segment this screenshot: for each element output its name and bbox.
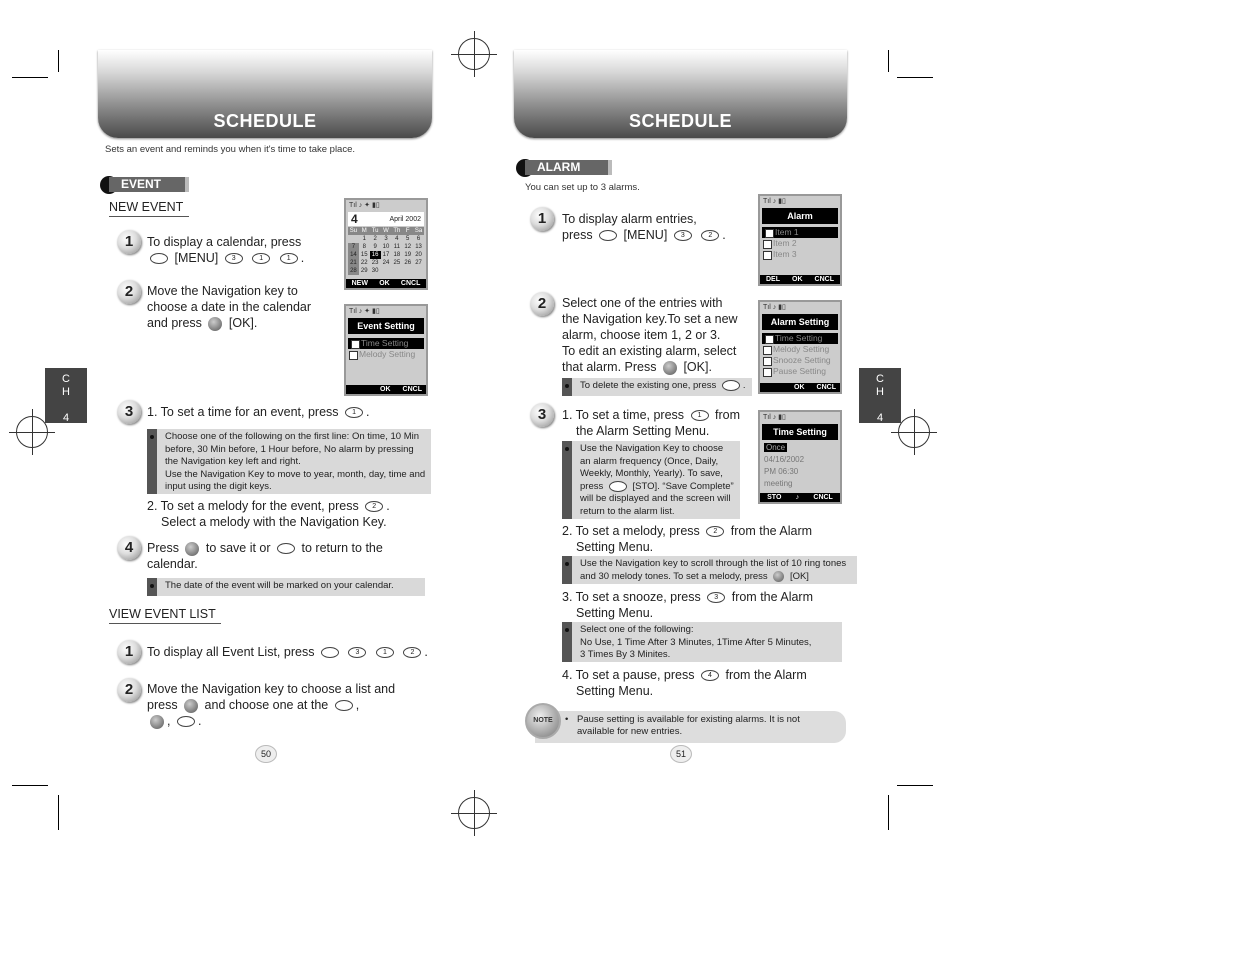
subheader-new-event: NEW EVENT — [109, 200, 189, 217]
calendar-cell: 8 — [362, 244, 366, 250]
registration-mark — [458, 38, 490, 70]
step-2-text: Move the Navigation key to choose a date in the calendar and press [OK]. — [147, 284, 312, 330]
registration-mark — [16, 416, 48, 448]
subheader-view-event-list: VIEW EVENT LIST — [109, 607, 221, 624]
section-alarm: ALARM — [516, 159, 611, 175]
menu-key-icon — [599, 230, 617, 241]
step-number-1: 1 — [117, 230, 141, 254]
registration-mark — [458, 797, 490, 829]
end-key-icon — [277, 543, 295, 554]
page-number: 50 — [255, 745, 277, 763]
step-number-2: 2 — [530, 292, 554, 316]
calendar-cell: 29 — [360, 268, 368, 274]
menu-key-icon — [609, 481, 627, 492]
view-step-2-text: Move the Navigation key to choose a list and press and choose one at the , , . — [147, 682, 396, 728]
note-event-time: Choose one of the following on the first line: On time, 10 Min before, 30 Min before, 1 Hour before, No alarm by pressing the Navigation key left and right. Use the Navigation Key to move to year, month, day, time and input using the digit keys. — [147, 429, 431, 494]
calendar-day-header: Su — [349, 228, 358, 234]
time-setting-screen: Tıl ♪ ▮▯ Time Setting Once 04/16/2002 PM 06:30 meeting STO ♪ CNCL — [758, 410, 842, 504]
alarm-step-2-text: Select one of the entries with the Navigation key.To set a new alarm, choose item 1, 2 or 3. To edit an existing alarm, select that alarm. Press [OK]. — [562, 296, 738, 374]
menu-key-icon — [150, 253, 168, 264]
alarm-intro-text: You can set up to 3 alarms. — [525, 182, 640, 193]
key-1-icon: 1 — [280, 253, 298, 264]
calendar-cell: 11 — [393, 244, 400, 250]
note-snooze: Select one of the following: No Use, 1 Time After 3 Minutes, 1Time After 5 Minutes, 3 Times By 3 Minites. — [562, 622, 842, 662]
calendar-cell: 1 — [362, 236, 366, 242]
ok-key-icon — [150, 715, 164, 729]
ok-key-icon — [185, 542, 199, 556]
calendar-cell: 3 — [384, 236, 388, 242]
step-4-text: Press to save it or to return to the calendar. — [147, 541, 383, 571]
calendar-cell: 10 — [382, 244, 390, 250]
step-3-melody-text: 2. To set a melody for the event, press 2 . Select a melody with the Navigation Key. — [147, 499, 390, 529]
note-melody: Use the Navigation key to scroll through the list of 10 ring tones and 30 melody tones. To set a melody, press [OK] — [562, 556, 857, 584]
chapter-tab-left: C H 4 — [45, 368, 87, 423]
calendar-cell: 7 — [348, 243, 359, 251]
calendar-day-header: Th — [393, 228, 401, 234]
calendar-cell: 16 — [370, 251, 381, 259]
ok-key-icon — [773, 571, 784, 582]
key-1-icon: 1 — [345, 407, 363, 418]
calendar-day-header: W — [381, 227, 392, 235]
key-2-icon: 2 — [365, 501, 383, 512]
note-icon: NOTE — [525, 703, 561, 739]
registration-mark — [898, 416, 930, 448]
page-number: 51 — [670, 745, 692, 763]
calendar-cell — [402, 267, 413, 275]
calendar-cell: 5 — [406, 236, 410, 242]
page-title: SCHEDULE — [628, 111, 732, 131]
calendar-day-header: M — [359, 227, 370, 235]
calendar-screen: Tıl ♪ ✦ ▮▯ 4 April 2002 Su M Tu W Th F Sa 1 2 3 4 5 6 7 8 9 10 11 12 13 14 15 16 17 18 19 20 21 22 23 24 25 26 27 28 29 30 NEW OK CNCL — [344, 198, 428, 290]
calendar-cell: 18 — [393, 252, 401, 258]
calendar-cell: 30 — [371, 268, 379, 274]
menu-key-icon — [335, 700, 353, 711]
calendar-cell: 4 — [395, 236, 399, 242]
key-2-icon: 2 — [403, 647, 421, 658]
menu-key-icon — [722, 380, 740, 391]
alarm-step-3-time-text: 1. To set a time, press 1 from the Alarm Setting Menu. — [562, 408, 741, 438]
calendar-cell: 25 — [393, 260, 401, 266]
calendar-cell: 28 — [348, 267, 359, 275]
calendar-day-header: Sa — [414, 228, 423, 234]
softkey-label: OK — [379, 280, 390, 287]
calendar-cell: 23 — [371, 260, 379, 266]
calendar-day-header: Tu — [370, 227, 381, 235]
step-number-2: 2 — [117, 280, 141, 304]
calendar-cell: 21 — [348, 259, 359, 267]
calendar-cell — [391, 267, 402, 275]
page-title: SCHEDULE — [213, 111, 317, 131]
note-pause-text: • Pause setting is available for existing alarms. It is not available for new entries. — [565, 714, 800, 737]
key-1-icon: 1 — [252, 253, 270, 264]
calendar-cell: 20 — [415, 252, 422, 258]
ok-key-icon — [663, 361, 677, 375]
note-alarm-frequency: Use the Navigation Key to choose an alarm frequency (Once, Daily, Weekly, Monthly, Yearly). To save, press [STO]. “Save Complete” will be displayed and the screen will return to the alarm list. — [562, 441, 740, 519]
note-event-marked: The date of the event will be marked on your calendar. — [147, 578, 425, 596]
softkey-label: CNCL — [400, 280, 421, 287]
key-3-icon: 3 — [674, 230, 692, 241]
calendar-cell: 13 — [415, 244, 422, 250]
alarm-setting-screen: Tıl ♪ ▮▯ Alarm Setting Time Setting Melody Setting Snooze Setting Pause Setting OK CNCL — [758, 300, 842, 394]
step-number-1: 1 — [117, 640, 141, 664]
key-4-icon: 4 — [701, 670, 719, 681]
end-key-icon — [177, 716, 195, 727]
melody-soft-icon: ♪ — [795, 494, 800, 501]
right-header-banner — [514, 50, 847, 138]
calendar-grid — [348, 227, 424, 275]
step-number-3: 3 — [117, 400, 141, 424]
calendar-cell: 2 — [373, 236, 377, 242]
alarm-step-3-snooze-text: 3. To set a snooze, press 3 from the Alarm Setting Menu. — [562, 590, 813, 620]
step-number-2: 2 — [117, 678, 141, 702]
alarm-list-screen: Tıl ♪ ▮▯ Alarm Item 1 Item 2 Item 3 DEL OK CNCL — [758, 194, 842, 286]
alarm-step-3-melody-text: 2. To set a melody, press 2 from the Alarm Setting Menu. — [562, 524, 813, 554]
key-2-icon: 2 — [701, 230, 719, 241]
calendar-cell: 24 — [382, 260, 390, 266]
chapter-tab-right: C H 4 — [859, 368, 901, 423]
ok-key-icon — [184, 699, 198, 713]
calendar-cell: 27 — [415, 260, 422, 266]
step-number-1: 1 — [530, 207, 554, 231]
calendar-cell: 15 — [360, 252, 368, 258]
section-event: EVENT — [100, 176, 190, 192]
view-step-1-text: To display all Event List, press 3 1 2 . — [147, 645, 428, 659]
step-3-text: 1. To set a time for an event, press 1 . — [147, 405, 370, 419]
key-2-icon: 2 — [706, 526, 724, 537]
calendar-cell — [381, 267, 392, 275]
key-3-icon: 3 — [348, 647, 366, 658]
alarm-step-1-text: To display alarm entries, press [MENU] 3 2 . — [562, 212, 726, 242]
calendar-cell — [413, 267, 424, 275]
alarm-step-3-pause-text: 4. To set a pause, press 4 from the Alarm Setting Menu. — [562, 668, 807, 698]
calendar-cell: 26 — [404, 260, 412, 266]
key-1-icon: 1 — [691, 410, 709, 421]
note-delete-alarm: To delete the existing one, press . — [562, 378, 752, 396]
calendar-cell: 6 — [416, 236, 421, 242]
event-setting-screen: Tıl ♪ ✦ ▮▯ Event Setting Time Setting Melody Setting OK CNCL — [344, 304, 428, 396]
calendar-cell: 22 — [360, 260, 368, 266]
step-number-4: 4 — [117, 536, 141, 560]
intro-text: Sets an event and reminds you when it's time to take place. — [105, 144, 356, 155]
calendar-cell: 12 — [404, 244, 412, 250]
step-1-text: To display a calendar, press [MENU] 3 1 1 . — [147, 235, 305, 265]
calendar-cell: 14 — [348, 251, 359, 259]
calendar-cell: 9 — [373, 244, 377, 250]
key-3-icon: 3 — [707, 592, 725, 603]
key-1-icon: 1 — [376, 647, 394, 658]
calendar-cell — [348, 235, 359, 243]
calendar-day-header: F — [402, 227, 413, 235]
menu-key-icon — [321, 647, 339, 658]
softkey-label: NEW — [351, 280, 368, 287]
calendar-cell: 17 — [382, 252, 390, 258]
left-header-banner — [98, 50, 432, 138]
step-number-3: 3 — [530, 403, 554, 427]
ok-key-icon — [208, 317, 222, 331]
key-3-icon: 3 — [225, 253, 243, 264]
calendar-cell: 19 — [404, 252, 412, 258]
